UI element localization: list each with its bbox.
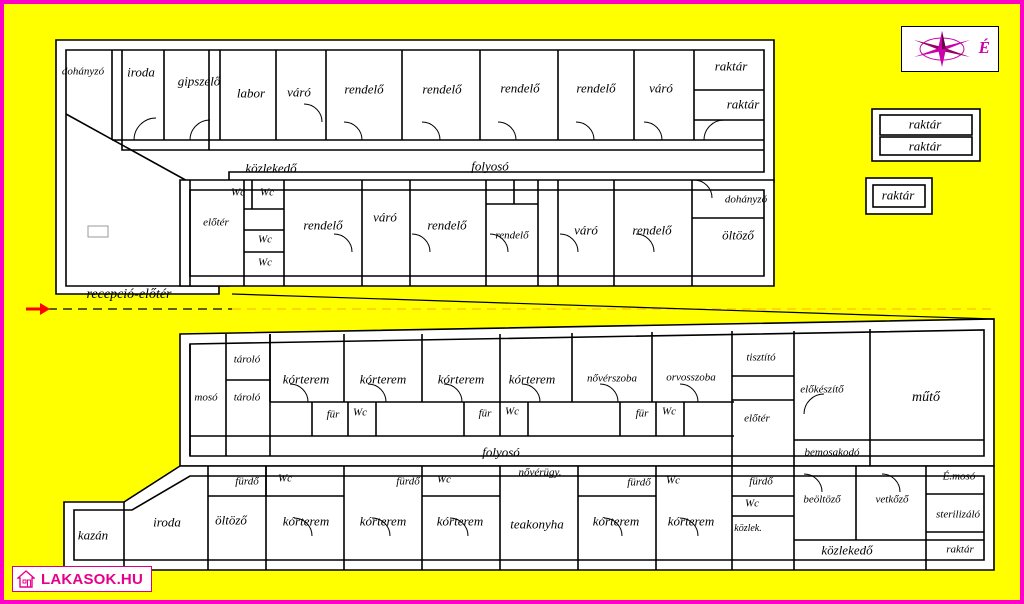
room-label-noverugy: nővérügy. (518, 466, 562, 479)
room-label-oltozo-2: öltöző (722, 227, 754, 243)
room-label-dohanyzo-2: dohányzó (724, 193, 768, 206)
room-label-rendelo-2-1: rendelő (303, 217, 343, 233)
room-label-korterem-b-3: kórterem (436, 513, 484, 529)
entrance-arrow-icon (26, 301, 52, 317)
room-label-labor: labor (236, 85, 266, 101)
room-label-varo-top-2: váró (649, 80, 673, 96)
room-label-recepcio-eloter: recepció-előtér (86, 287, 172, 302)
room-label-kozlek: közlek. (734, 523, 762, 534)
room-label-wc-b-2: Wc (436, 473, 452, 486)
room-label-tarolo-1: tároló (233, 353, 261, 366)
room-label-wc-2-2: Wc (259, 186, 275, 199)
room-label-moso: mosó (194, 391, 218, 404)
room-label-rendelo-top-2: rendelő (422, 81, 462, 97)
room-label-furdo-b-4: fürdő (749, 475, 773, 488)
room-label-wc-b-1: Wc (277, 472, 293, 485)
room-label-gipszelo: gipszelő (177, 73, 221, 89)
room-label-orvosszoba: orvosszoba (666, 371, 716, 384)
room-label-furdo-b-2: fürdő (396, 475, 420, 488)
room-label-muto: műtő (912, 390, 940, 405)
room-label-raktar-detached-3: raktár (881, 187, 915, 203)
room-label-raktar-top-2: raktár (726, 96, 760, 112)
room-label-rendelo-top-4: rendelő (576, 80, 616, 96)
room-label-tarolo-2: tároló (233, 391, 261, 404)
room-label-kozlekedo-bottom: közlekedő (821, 542, 873, 558)
room-label-furdo-3-2: für (478, 407, 492, 420)
room-label-korterem-3-1: kórterem (282, 371, 330, 387)
room-label-rendelo-top-1: rendelő (344, 81, 384, 97)
room-label-raktar-bottom: raktár (946, 543, 974, 556)
room-label-wc-3-3: Wc (661, 405, 677, 418)
room-label-elokeszito: előkészítő (800, 383, 844, 396)
room-label-varo-2-2: váró (574, 222, 598, 238)
watermark-text: LAKASOK.HU (41, 570, 143, 588)
room-label-wc-2-3: Wc (257, 233, 273, 246)
room-label-iroda-top: iroda (127, 64, 155, 80)
compass-rose (901, 26, 999, 72)
room-label-varo-2-1: váró (373, 209, 397, 225)
room-label-wc-b-3: Wc (665, 474, 681, 487)
room-label-wc-2-4: Wc (257, 256, 273, 269)
room-label-noverszoba: nővérszoba (586, 372, 638, 385)
room-label-iroda-bottom: iroda (153, 514, 181, 530)
room-label-dohanyzo-top: dohányzó (61, 65, 105, 78)
room-label-korterem-3-4: kórterem (508, 371, 556, 387)
room-label-korterem-b-2: kórterem (359, 513, 407, 529)
room-label-rendelo-2-2: rendelő (427, 217, 467, 233)
room-label-folyoso-mid: folyosó (482, 444, 520, 460)
room-label-vetkozo: vetkőző (875, 493, 909, 506)
room-label-eloter-2: előtér (203, 216, 229, 229)
room-label-kozlekedo-top: közlekedő (245, 160, 297, 176)
watermark-logo (12, 566, 152, 592)
room-label-folyoso-top: folyosó (471, 158, 509, 174)
room-label-furdo-b-3: fürdő (627, 476, 651, 489)
room-label-raktar-detached-1: raktár (908, 116, 942, 132)
house-icon (17, 570, 35, 588)
room-label-raktar-top-1: raktár (714, 58, 748, 74)
room-label-korterem-b-1: kórterem (282, 513, 330, 529)
room-label-teakonyha: teakonyha (510, 516, 564, 532)
room-label-korterem-3-2: kórterem (359, 371, 407, 387)
room-label-eloter-3: előtér (744, 412, 770, 425)
room-label-tisztito: tisztító (746, 351, 776, 364)
room-label-varo-top-1: váró (287, 84, 311, 100)
room-label-wc-b-4: Wc (744, 497, 760, 510)
room-label-rendelo-2-4: rendelő (632, 222, 672, 238)
room-label-e-moso: É.mosó (942, 470, 976, 483)
room-label-wc-3-2: Wc (504, 405, 520, 418)
room-label-rendelo-top-3: rendelő (500, 80, 540, 96)
room-label-sterilizalo: sterilizáló (935, 508, 981, 521)
room-label-korterem-b-5: kórterem (667, 513, 715, 529)
room-label-furdo-3-3: für (635, 407, 649, 420)
room-label-raktar-detached-2: raktár (908, 138, 942, 154)
room-label-wc-3-1: Wc (352, 406, 368, 419)
room-label-bemosakodo: bemosakodó (804, 446, 860, 459)
room-label-beoltozo: beöltöző (803, 493, 841, 506)
compass-north-letter: É (978, 38, 990, 57)
room-label-wc-2-1: Wc (230, 186, 246, 199)
room-label-kazan: kazán (77, 527, 109, 543)
room-label-korterem-3-3: kórterem (437, 371, 485, 387)
room-label-furdo-b-1: fürdő (235, 475, 259, 488)
room-label-oltozo-bottom: öltöző (215, 512, 247, 528)
room-label-korterem-b-4: kórterem (592, 513, 640, 529)
room-label-furdo-3-1: für (326, 408, 340, 421)
room-label-rendelo-2-3: rendelő (495, 229, 529, 242)
